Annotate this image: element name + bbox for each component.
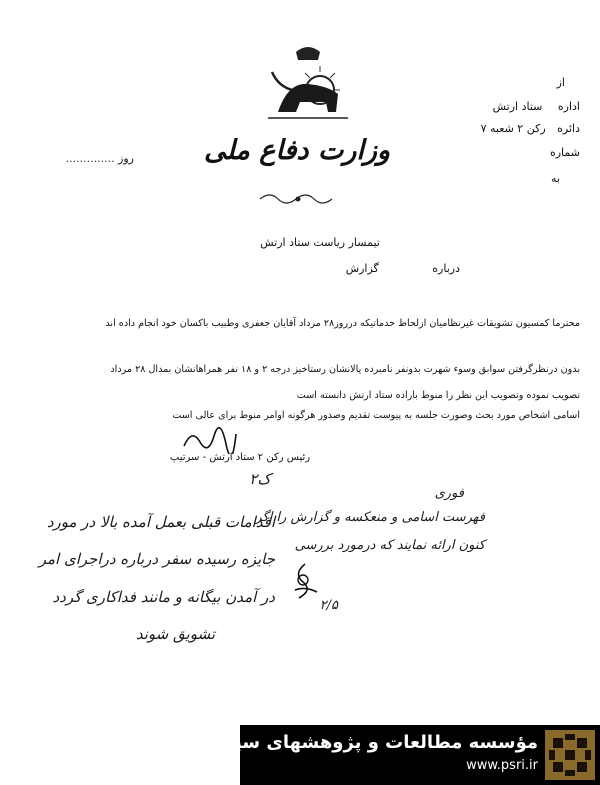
division-row [452,122,580,135]
day-field [34,152,134,165]
signature-initials: ک۲ [249,470,271,488]
handwritten-left-line-3: در آمدن بیگانه و مانند فداکاری گردد [52,588,275,606]
ministry-title: وزارت دفاع ملی [203,135,390,166]
day-dots: .............. [65,152,115,165]
signature-title: رئیس رکن ۲ ستاد ارتش - سرتیپ [169,452,311,463]
dept-value: ستاد ارتش [492,100,543,113]
footer-url[interactable]: www.psri.ir [466,758,538,773]
subject-value: گزارش [345,262,379,275]
subject-label: درباره [432,262,460,275]
handwritten-signature-mark [285,560,325,600]
handwritten-left-line-1: اقدامات قبلی بعمل آمده بالا در مورد [46,513,275,531]
dept-label: اداره [557,100,580,113]
from-label: از [556,76,565,89]
handwritten-right-line-1: فهرست اسامی و منعکسه و گزارش را اگر [255,510,485,525]
to-label: به [551,172,560,185]
handwritten-urgent: فوری [434,486,464,501]
body-line-1: محترما کمسیون تشویقات غیرنظامیان ازلحاظ خدماتیکه درروز۲۸ مرداد آقایان جعفری وطبیب باکسان خود انجام داده اند [105,318,580,329]
institute-logo-icon [545,730,595,780]
division-label: دائره [557,122,580,135]
institute-logo [545,730,595,780]
body-line-3: تصویب نموده وتصویب این نظر را منوط باراده ستاد ارتش دانسته است [296,390,580,401]
lion-and-sun-emblem [258,42,358,124]
number-label: شماره [549,146,580,159]
signature-scribble [180,424,240,454]
body-line-4: اسامی اشخاص مورد بحث وصورت جلسه به پیوست تقدیم وصدور هرگونه اوامر منوط برای عالی است [172,410,580,421]
handwritten-right-line-2: کنون ارائه نمایند که درمورد بررسی [294,538,485,553]
number-row [452,146,580,159]
division-value: رکن ۲ شعبه ۷ [480,122,546,135]
body-line-2: بدون درنظرگرفتن سوابق وسوء شهرت بدونفر نامبرده پالانشان رستاخیز درجه ۲ و ۱۸ نفر همراهانشان بمدال ۲۸ مرداد [110,364,580,375]
ornament-divider [258,190,338,208]
dept-row [452,100,580,113]
footer-org-name: مؤسسه مطالعات و پژوهشهای سیاسی [192,732,538,753]
handwritten-left-line-2: جایزه رسیده سفر درباره دراجرای امر [38,550,275,568]
day-label: روز [118,152,134,165]
subject-row [300,262,460,275]
handwritten-left-line-4: تشویق شوند [135,625,215,643]
handwritten-date: ۲/۵ [319,598,338,613]
recipient-line: تیمسار ریاست ستاد ارتش [260,236,380,249]
